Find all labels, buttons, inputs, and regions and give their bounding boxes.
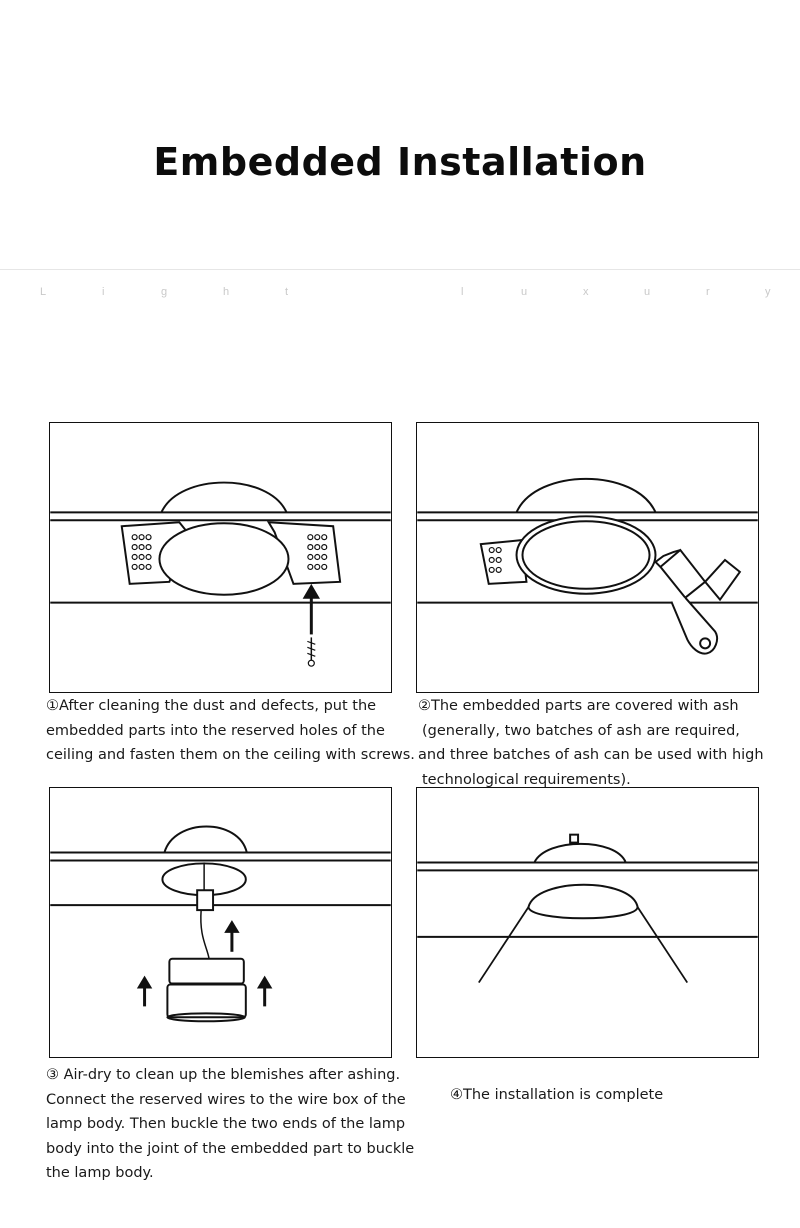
arrow-up-icon	[304, 586, 318, 598]
lamp-installed	[528, 885, 637, 919]
tagline-letter: t	[285, 286, 289, 298]
light-beam	[638, 907, 688, 982]
tagline-letter: h	[223, 286, 230, 298]
arrow-up-icon	[259, 978, 271, 988]
step4-caption	[450, 1083, 663, 1108]
step1-drawing	[50, 423, 391, 692]
step3-drawing	[50, 788, 391, 1057]
caption-line: Connect the reserved wires to the wire box of the	[46, 1091, 406, 1108]
ceiling-dome	[161, 483, 286, 513]
caption-line: the lamp body.	[46, 1165, 154, 1181]
step3-caption	[46, 1063, 414, 1186]
ceiling-hole	[517, 516, 656, 593]
step2-caption	[418, 694, 764, 792]
screw-icon	[308, 660, 314, 666]
caption-line: ①After cleaning the dust and defects, put the	[46, 698, 377, 714]
caption-line: embedded parts into the reserved holes of the	[46, 722, 385, 739]
arrow-up-icon	[139, 978, 151, 988]
caption-line: technological requirements).	[422, 771, 631, 788]
caption-line: lamp body. Then buckle the two ends of the lamp	[46, 1116, 406, 1132]
ceiling-dome	[534, 844, 625, 863]
tagline-letter: g	[161, 286, 168, 298]
tagline	[0, 286, 800, 306]
divider	[0, 269, 800, 270]
ceiling-dome	[164, 826, 246, 852]
caption-line: ②The embedded parts are covered with ash	[418, 698, 739, 714]
light-beam	[479, 907, 529, 982]
wire-box	[197, 890, 213, 910]
tagline-letter: u	[644, 286, 651, 298]
tagline-letter: L	[40, 286, 47, 298]
tagline-letter: x	[583, 286, 589, 298]
step3-illustration	[49, 787, 392, 1058]
page-title: Embedded Installation	[153, 140, 647, 184]
step4-illustration	[416, 787, 759, 1058]
ceiling-hole	[159, 523, 288, 594]
tagline-letter: r	[706, 286, 710, 298]
ceiling-dome	[517, 479, 656, 513]
step2-drawing	[417, 423, 758, 692]
tagline-letter: y	[765, 286, 771, 298]
caption-line: body into the joint of the embedded part to buckle	[46, 1140, 415, 1157]
step4-drawing	[417, 788, 758, 1057]
arrow-up-icon	[226, 922, 238, 932]
tagline-letter: u	[521, 286, 528, 298]
caption-line: (generally, two batches of ash are required,	[422, 722, 740, 739]
caption-line: ③ Air-dry to clean up the blemishes after ashing.	[46, 1067, 401, 1083]
caption-line: and three batches of ash can be used with high	[418, 747, 764, 763]
step1-illustration	[49, 422, 392, 693]
lamp-body-top	[169, 959, 243, 984]
step1-caption	[46, 694, 415, 768]
step2-illustration	[416, 422, 759, 693]
tagline-letter: l	[461, 286, 464, 298]
caption-line: ④The installation is complete	[450, 1087, 664, 1103]
caption-line: ceiling and fasten them on the ceiling with screws.	[46, 747, 415, 763]
tagline-letter: i	[102, 286, 105, 298]
